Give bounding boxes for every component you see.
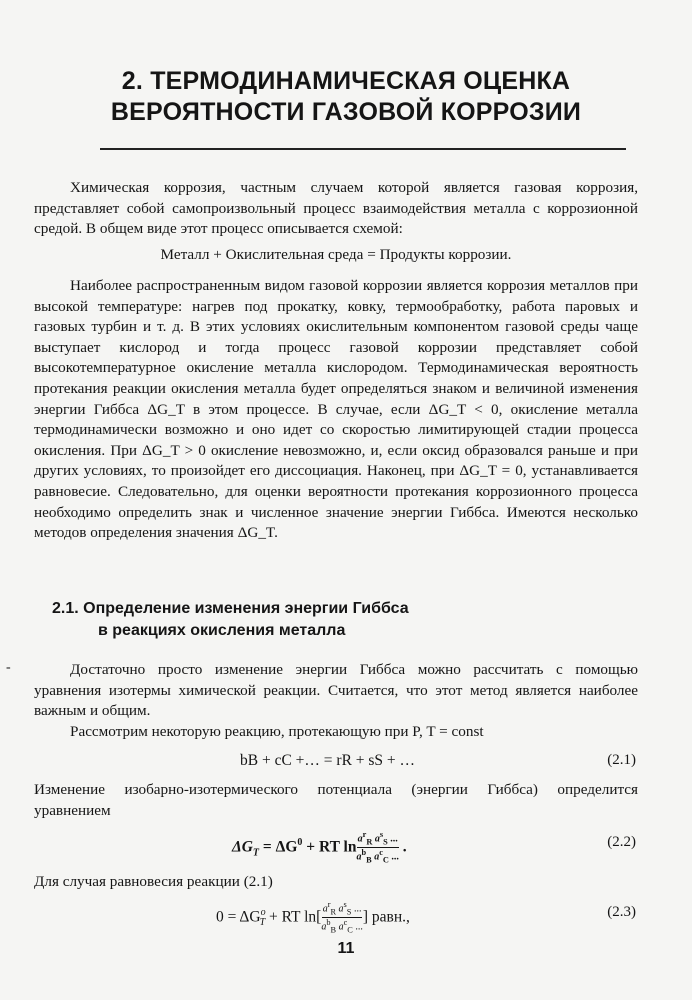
equation-2-3: $0 = \Delta G^o_T$ + RT ln[ $\frac{a^r_R a^s_S ...}{a^b_B a^c_C ...}$ ] равн., (216, 900, 410, 935)
section-title-line-1: 2.1. Определение изменения энергии Гиббса (52, 600, 409, 617)
equation-2-1-body: bB + cC +… = rR + sS + … (240, 752, 416, 769)
intro-paragraph-2: Наиболее распространенным видом газовой коррозии является коррозия металлов при высокой температуре: нагрев под прокатку, ковку, термообработку, работа паровых и газовых турбин и т. д. В этих условиях окислительным компонентом газовой среды чаще выступает кислород и тогда процесс газовой коррозии представляет собой высокотемпературное окисление металла кислородом. Термодинамическая вероятность протекания реакции окисления металла будет определяться знаком и величиной изменения энергии Гиббса ΔG_T в этом процессе. В случае, если ΔG_T < 0, окисление металла термодинамически возможно и оно идет со скоростью лимитирующей стадии процесса окисления. При ΔG_T > 0 окисление невозможно, и, если оксид образовался раньше и при других условиях, то произойдет его диссоциация. Наконец, при ΔG_T = 0, устанавливается равновесие. Следовательно, для оценки вероятности протекания коррозионного процесса необходимо определить знак и численное значение энергии Гиббса. Имеются несколько методов определения значения ΔG_T. (34, 277, 638, 542)
eq3-fraction: $\frac{a^r_R a^s_S ...}{a^b_B a^c_C ...}$ (321, 900, 363, 935)
eq3-rt: + RT ln (265, 908, 317, 926)
chapter-title-line-1: 2. ТЕРМОДИНАМИЧЕСКАЯ ОЦЕНКА (121, 67, 571, 95)
chapter-title (60, 66, 632, 128)
page-number: 11 (337, 940, 355, 957)
eq2-lhs: ΔG (232, 838, 253, 856)
corrosion-scheme: Металл + Окислительная среда = Продукты коррозии. (160, 246, 512, 263)
section-paragraph-1: Достаточно просто изменение энергии Гиббса можно рассчитать с помощью уравнения изотермы химической реакции. Считается, что этот метод является наиболее важным и общим. (34, 661, 638, 720)
section-paragraph-4: Для случая равновесия реакции (2.1) (34, 873, 273, 890)
equation-2-1-number: (2.1) (607, 752, 636, 768)
section-paragraph-2: Рассмотрим некоторую реакцию, протекающую при P, T = const (70, 723, 484, 740)
chapter-title-line-2: ВЕРОЯТНОСТИ ГАЗОВОЙ КОРРОЗИИ (110, 98, 582, 126)
section-title-line-2: в реакциях окисления металла (98, 622, 346, 639)
equation-2-2: $\Delta G_T = \Delta G^0$ + RT ln $\frac{a^r_R a^s_S ...}{a^b_B a^c_C ...}$ . (232, 830, 407, 865)
equation-2-1 (240, 752, 415, 770)
eq2-rt: + RT ln (302, 838, 357, 856)
section-paragraph-3: Изменение изобарно-изотермического потенциала (энергии Гиббса) определится уравнением (34, 781, 638, 819)
margin-mark: - (6, 660, 11, 675)
section-title (52, 598, 612, 642)
eq2-mid: = ΔG (259, 838, 298, 856)
eq3-lhs: 0 = ΔG (216, 908, 261, 926)
title-divider (100, 148, 626, 150)
equation-2-2-number: (2.2) (607, 834, 636, 850)
eq2-fraction: $\frac{a^r_R a^s_S ...}{a^b_B a^c_C ...}$ (356, 830, 399, 865)
eq3-ravn: равн., (368, 908, 410, 926)
equation-2-3-number: (2.3) (607, 904, 636, 920)
intro-paragraph-1: Химическая коррозия, частным случаем которой является газовая коррозия, представляет собой самопроизвольный процесс взаимодействия металла с коррозионной средой. В общем виде этот процесс описывается схемой: (34, 179, 638, 238)
